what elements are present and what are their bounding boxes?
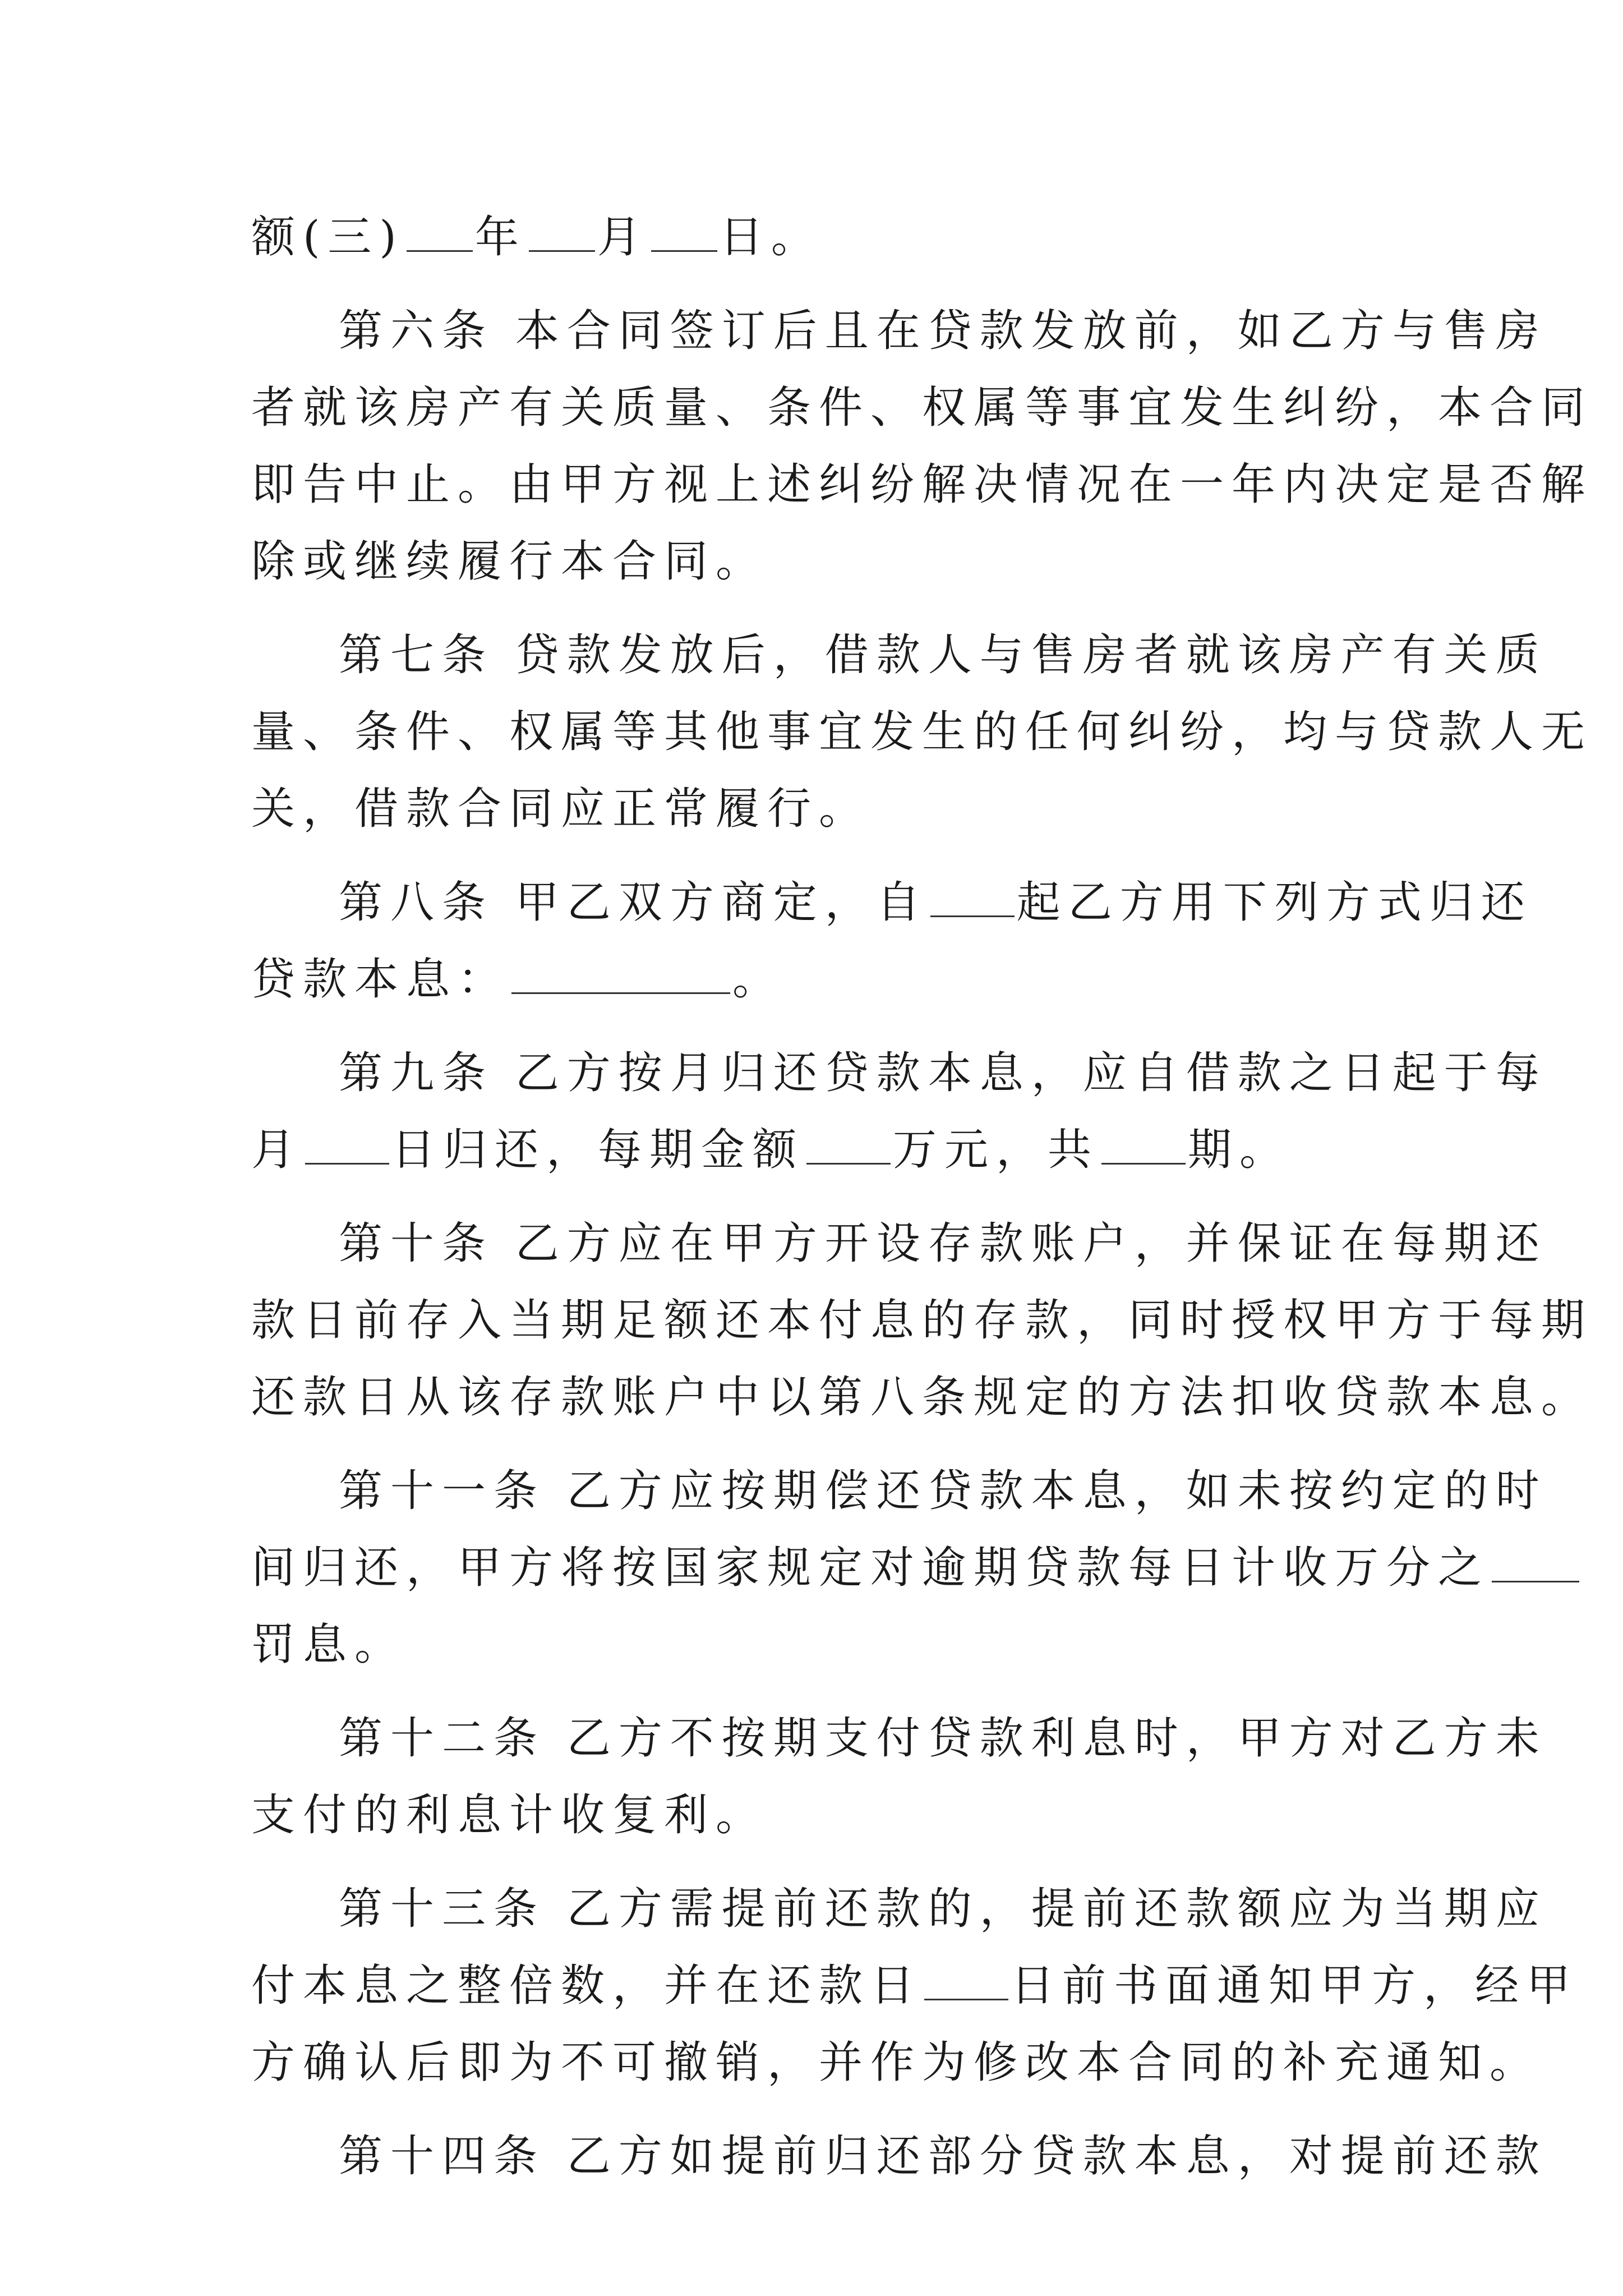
line-text: 日。 [719,212,823,263]
line-text: 年 [474,212,527,263]
text-line [251,1282,1593,1359]
fill-in-blank [1492,1545,1579,1582]
line-text: 方确认后即为不可撤销，并作为修改本合同的补充通知。 [251,2037,1542,2088]
line-text: 。 [732,954,785,1005]
line-text: 第十一条 乙方应按期偿还贷款本息，如未按约定的时 [339,1466,1547,1516]
line-text: 第十条 乙方应在甲方开设存款账户，并保证在每期还 [339,1218,1547,1269]
fill-in-blank [806,1127,891,1165]
line-text: 贷款本息： [251,954,510,1005]
line-text: 关，借款合同应正常履行。 [251,784,871,834]
line-text: 第十二条 乙方不按期支付贷款利息时，甲方对乙方未 [339,1713,1547,1764]
line-text: 付本息之整倍数，并在还款日 [251,1961,923,2011]
fill-in-blank [1101,1127,1186,1165]
fill-in-blank [407,214,473,252]
line-text: 即告中止。由甲方视上述纠纷解决情况在一年内决定是否解 [251,459,1593,510]
text-line [251,2118,1547,2195]
line-text: 起乙方用下列方式归还 [1016,877,1533,928]
line-text: 间归还，甲方将按国家规定对逾期贷款每日计收万分之 [251,1543,1490,1593]
fill-in-blank [305,1127,389,1165]
fill-in-blank [930,880,1015,917]
text-line [251,694,1593,771]
text-line [251,1607,1390,1683]
text-line [251,1700,1547,1777]
text-line [251,1112,1390,1189]
text-line [251,370,1593,447]
line-text: 万元，共 [893,1125,1100,1175]
line-text: 还款日从该存款账户中以第八条规定的方法扣收贷款本息。 [251,1372,1593,1423]
text-line [251,1948,1579,2024]
line-text: 者就该房产有关质量、条件、权属等事宜发生纠纷，本合同 [251,383,1593,433]
fill-in-blank [529,214,595,252]
text-line [251,1453,1547,1530]
line-text: 款日前存入当期足额还本付息的存款，同时授权甲方于每期 [251,1295,1593,1346]
text-line [251,1871,1547,1948]
line-text: 第九条 乙方按月归还贷款本息，应自借款之日起于每 [339,1048,1547,1098]
line-text: 罚息。 [251,1619,407,1670]
text-line [251,864,1533,941]
line-text: 期。 [1188,1125,1292,1175]
fill-in-blank [924,1963,1008,2000]
line-text: 日归还，每期金额 [391,1125,805,1175]
text-line [251,447,1593,523]
line-text: 支付的利息计收复利。 [251,1790,768,1841]
line-text: 日前书面通知甲方，经甲 [1011,1961,1579,2011]
text-line [251,1205,1547,1282]
fill-in-blank [511,956,730,994]
text-line [251,1530,1490,1607]
line-text: 第八条 甲乙双方商定，自 [339,877,928,928]
text-line [251,1777,1390,1854]
text-line [251,617,1547,694]
text-line [251,2024,1542,2101]
line-text: 额(三) [251,212,404,263]
line-text: 除或继续履行本合同。 [251,536,768,587]
line-text: 量、条件、权属等其他事宜发生的任何纠纷，均与贷款人无 [251,707,1593,757]
line-text: 第七条 贷款发放后，借款人与售房者就该房产有关质 [339,630,1547,680]
text-line [251,523,1390,600]
line-text: 第六条 本合同签订后且在贷款发放前，如乙方与售房 [339,306,1547,356]
line-text: 月 [597,212,649,263]
line-text: 月 [251,1125,303,1175]
line-text: 第十四条 乙方如提前归还部分贷款本息，对提前还款 [339,2131,1547,2182]
text-line [251,293,1547,370]
text-line [251,941,1390,1018]
text-line [251,199,1390,276]
contract-body [251,199,1593,2195]
text-line [251,771,1390,848]
text-line [251,1359,1593,1436]
text-line [251,1035,1547,1112]
line-text: 第十三条 乙方需提前还款的，提前还款额应为当期应 [339,1884,1547,1934]
fill-in-blank [651,214,717,252]
